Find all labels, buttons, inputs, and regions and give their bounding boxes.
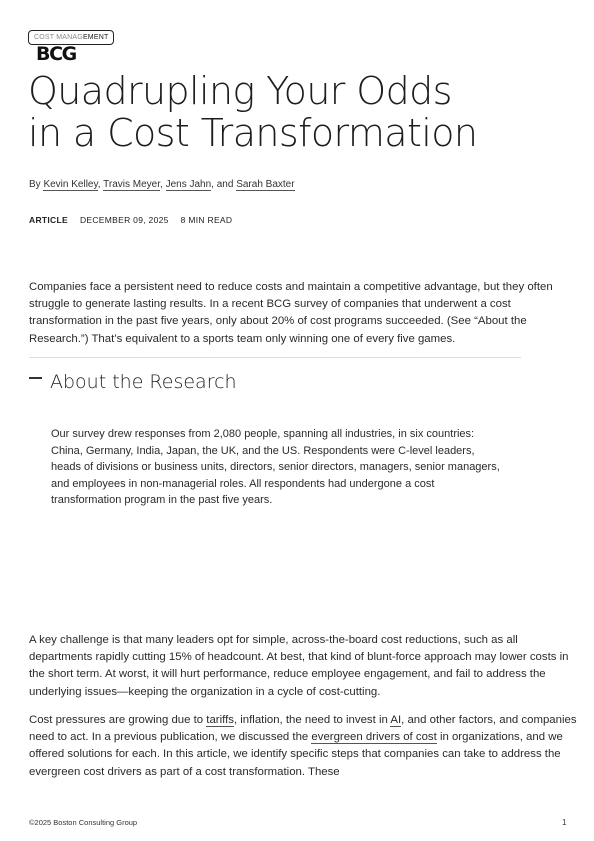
minus-icon bbox=[29, 377, 42, 379]
research-section-body: Our survey drew responses from 2,080 people, spanning all industries, in six countries: China, Germany, India, Japan, the UK, and the US. Respondents were C-level leaders, heads of divisions or business units, directors, senior directors, managers, senior managers, and employees in non-managerial roles. All respondents had undergone a cost transformation program in the past five years. bbox=[51, 428, 500, 507]
footer-copyright: ©2025 Boston Consulting Group bbox=[29, 818, 138, 827]
article-type: ARTICLE bbox=[29, 215, 68, 225]
page-title bbox=[28, 70, 568, 154]
byline-separator: , and bbox=[211, 179, 237, 190]
body-text: in organizations, and we offered solutions for each. In this article, we identify specific steps that companies can take to address the evergreen cost drivers as part of a cost transformation. These bbox=[29, 731, 563, 778]
author-link-jens-jahn[interactable]: Jens Jahn bbox=[165, 179, 212, 190]
title-line-2: in a Cost Transformation bbox=[28, 111, 478, 155]
category-tag-text: EMENT bbox=[82, 34, 109, 41]
bcg-logo[interactable]: BCG bbox=[36, 43, 76, 65]
byline-prefix: By bbox=[29, 179, 44, 190]
category-tag-faded-text: COST MANAG bbox=[34, 34, 83, 41]
author-link-sarah-baxter[interactable]: Sarah Baxter bbox=[236, 179, 295, 190]
publish-date: DECEMBER 09, 2025 bbox=[79, 215, 169, 225]
byline-separator: , bbox=[160, 179, 166, 190]
body-text: , and other factors, and companies need to act. In a previous publication, we discussed the bbox=[29, 714, 577, 744]
body-text: , inflation, the need to invest in bbox=[233, 714, 391, 726]
body-text: Cost pressures are growing due to bbox=[29, 714, 207, 726]
read-time: 8 MIN READ bbox=[180, 215, 233, 225]
intro-paragraph: Companies face a persistent need to reduce costs and maintain a competitive advantage, but they often struggle to generate lasting results. In a recent BCG survey of companies that underwent a cost transformation in the past five years, only about 20% of cost programs succeeded. (See “About the Research.”) That’s equivalent to a sports team only winning one of every five games. bbox=[29, 281, 553, 345]
tariffs-link[interactable]: tariffs bbox=[206, 714, 234, 726]
byline bbox=[29, 178, 295, 192]
evergreen-drivers-link[interactable]: evergreen drivers of cost bbox=[311, 731, 437, 744]
author-link-travis-meyer[interactable]: Travis Meyer bbox=[103, 179, 161, 190]
research-accordion-toggle[interactable] bbox=[29, 368, 237, 396]
ai-link[interactable]: AI bbox=[390, 714, 402, 726]
body-paragraph-with-links bbox=[29, 712, 577, 781]
research-section-title: About the Research bbox=[50, 371, 237, 393]
byline-separator: , bbox=[97, 179, 104, 190]
article-meta bbox=[29, 214, 232, 226]
title-line-1: Quadrupling Your Odds bbox=[28, 69, 452, 113]
section-divider bbox=[29, 357, 521, 358]
body-paragraph: A key challenge is that many leaders opt for simple, across-the-board cost reductions, such as all departments rapidly cutting 15% of headcount. At best, that kind of blunt-force approach may lower costs in the short term. At worst, it will hurt performance, reduce employee engagement, and fail to address the underlying issues—keeping the organization in a cycle of cost-cutting. bbox=[29, 634, 569, 698]
page-number: 1 bbox=[562, 818, 567, 827]
author-link-kevin-kelley[interactable]: Kevin Kelley bbox=[43, 179, 98, 190]
